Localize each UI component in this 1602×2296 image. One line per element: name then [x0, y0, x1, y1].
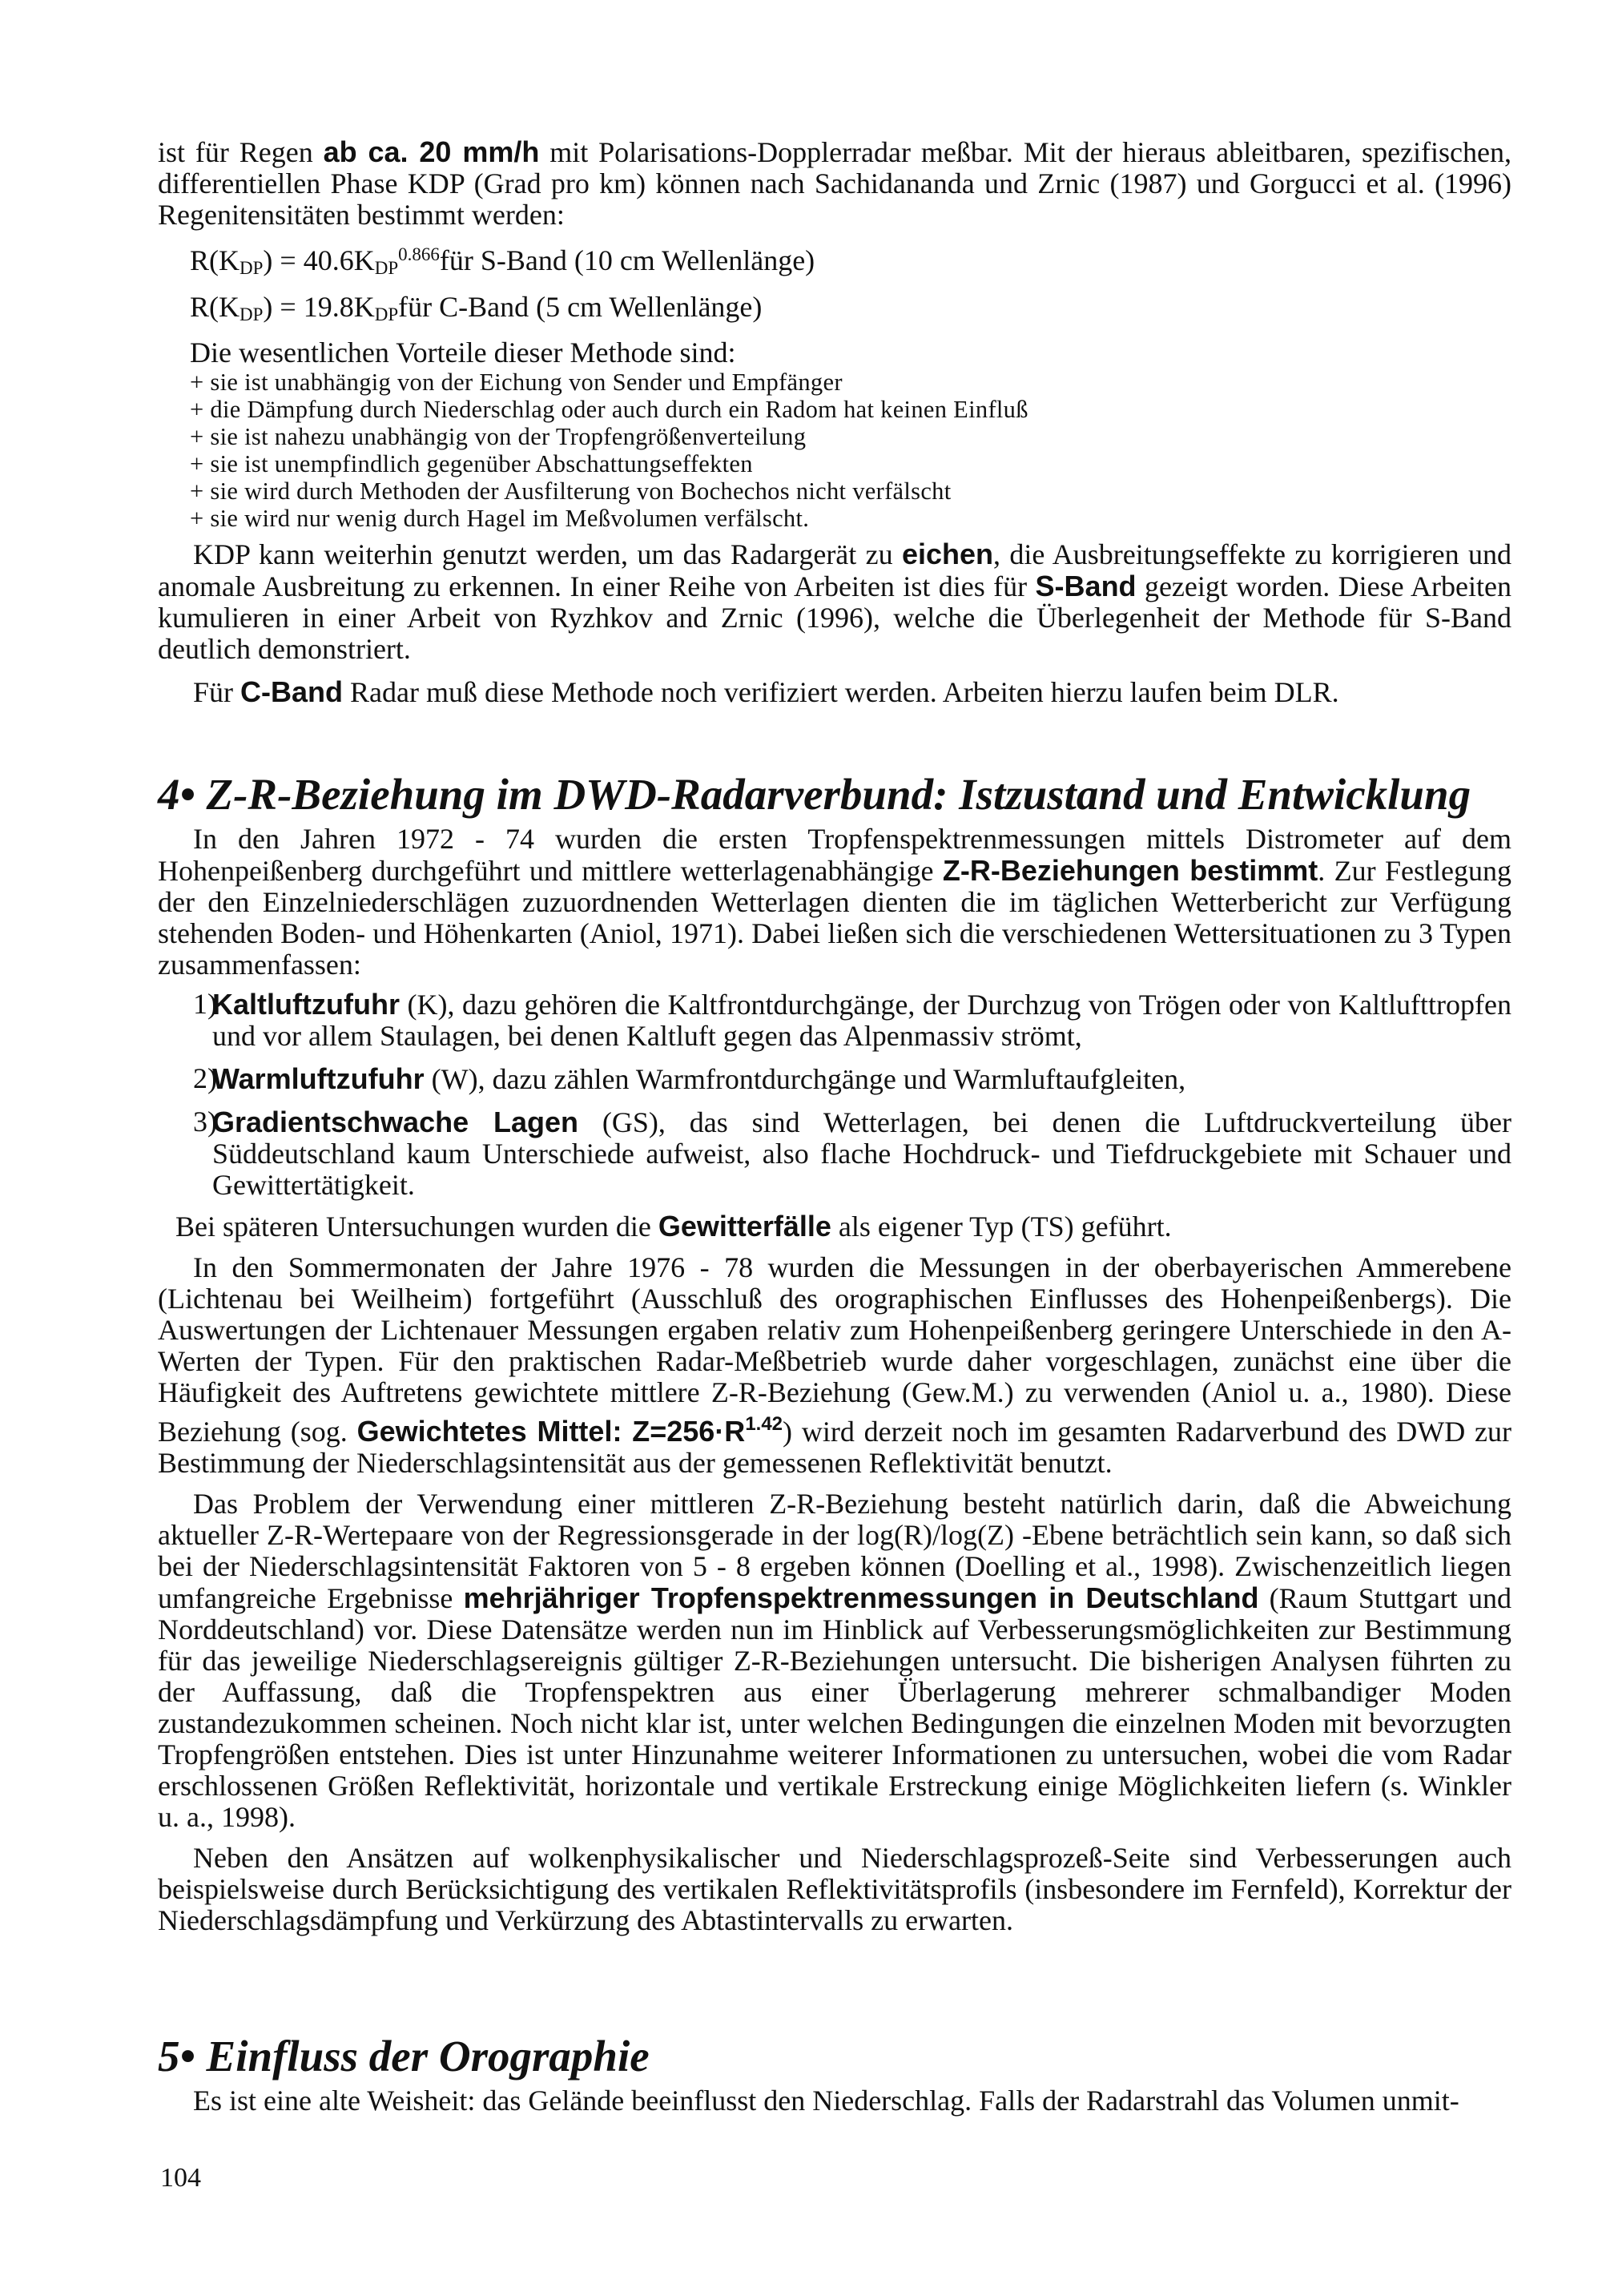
advantages-intro: Die wesentlichen Vorteile dieser Methode sind:: [190, 336, 736, 369]
list-item: + sie ist unabhängig von der Eichung von Sender und Empfänger: [190, 369, 843, 396]
section-4-paragraph-4: Das Problem der Verwendung einer mittleren Z-R-Beziehung besteht natürlich darin, daß die Abweichung aktueller Z-R-Wertepaare von der Regressionsgerade in der log(R)/log(Z) -Ebene beträchtlich sein kann, so daß sich bei der Niederschlagsintensität Faktoren von 5 - 8 ergeben können (Doelling et al., 1998). Zwischenzeitlich liegen umfangreiche Ergebnisse mehrjähriger Tropfenspektrenmessungen in Deutschland (Raum Stuttgart und Norddeutschland) vor. Diese Datensätze werden nun im Hinblick auf Verbesserungsmöglichkeiten zur Bestimmung für das jeweilige Niederschlagsereignis gültiger Z-R-Beziehungen untersucht. Die bisherigen Analysen führten zu der Auffassung, daß die Tropfenspektren aus einer Überlagerung mehrerer schmalbandiger Moden zustandezukommen scheinen. Noch nicht klar ist, unter welchen Bedingungen die einzelnen Moden mit bevorzugten Tropfengrößen entstehen. Dies ist unter Hinzunahme weiterer Informationen zu untersuchen, wobei die vom Radar erschlossenen Größen Reflektivität, horizontale und vertikale Erstreckung einige Möglichkeiten liefern (s. Winkler u. a., 1998).: [158, 1488, 1512, 1833]
list-item: 3) Gradientschwache Lagen (GS), das sind Wetterlagen, bei denen die Luftdruckverteilung über Süddeutschland kaum Unterschiede aufweist, also flache Hochdruck- und Tiefdruckgebiete mit Schauer und Gewittertätigkeit.: [193, 1106, 1511, 1201]
intro-paragraph-1: ist für Regen ab ca. 20 mm/h mit Polarisations-Dopplerradar meßbar. Mit der hieraus ableitbaren, spezifischen, differentiellen Phase KDP (Grad pro km) können nach Sachidananda und Zrnic (1987) und Gorgucci et al. (1996) Regenitensitäten bestimmt werden:: [158, 135, 1511, 231]
list-item: + sie wird durch Methoden der Ausfilterung von Bochechos nicht verfälscht: [190, 477, 952, 505]
weather-types-list: [158, 989, 1511, 1201]
section-4: [158, 769, 1511, 1936]
intro-paragraph-2: KDP kann weiterhin genutzt werden, um das Radargerät zu eichen, die Ausbreitungseffekte zu korrigieren und anomale Ausbreitung zu erkennen. In einer Reihe von Arbeiten ist dies für S-Band gezeigt worden. Diese Arbeiten kumulieren in einer Arbeit von Ryzhkov and Zrnic (1996), welche die Überlegenheit der Methode für S-Band deutlich demonstriert.: [158, 538, 1511, 665]
section-4-paragraph-3: In den Sommermonaten der Jahre 1976 - 78 wurden die Messungen in der oberbayerischen Ammerebene (Lichtenau bei Weilheim) fortgeführt (Ausschluß des orographischen Einflusses des Hohenpeißenbergs). Die Auswertungen der Lichtenauer Messungen ergaben relativ zum Hohenpeißenberg geringere Unterschiede in den A-Werten der Typen. Für den praktischen Radar-Meßbetrieb wurde daher vorgeschlagen, zunächst eine über die Häufigkeit des Auftretens gewichtete mittlere Z-R-Beziehung (Gew.M.) zu verwenden (Aniol u. a., 1980). Diese Beziehung (sog. Gewichtetes Mittel: $Z=256\cdot R^{1.42}$) wird derzeit noch im gesamten Radarverbund des DWD zur Bestimmung der Niederschlagsintensität aus der gemessenen Reflektivität benutzt.: [158, 1251, 1511, 1479]
section-5-paragraph-1: Es ist eine alte Weisheit: das Gelände beeinflusst den Niederschlag. Falls der Radarstrahl das Volumen unmit-: [193, 2085, 1459, 2117]
section-4-paragraph-1: In den Jahren 1972 - 74 wurden die ersten Tropfenspektrenmessungen mittels Distrometer auf dem Hohenpeißenberg durchgeführt und mittlere wetterlagenabhängige Z-R-Beziehungen bestimmt. Zur Festlegung der den Einzelniederschlägen zuzuordnenden Wetterlagen dienten die im täglichen Wetterbericht zur Verfügung stehenden Boden- und Höhenkarten (Aniol, 1971). Dabei ließen sich die verschiedenen Wettersituationen zu 3 Typen zusammenfassen:: [158, 823, 1511, 981]
page-number: 104: [160, 2163, 201, 2193]
list-item: + sie ist unempfindlich gegenüber Abschattungseffekten: [190, 450, 753, 477]
section-4-paragraph-5: Neben den Ansätzen auf wolkenphysikalischer und Niederschlagsprozeß-Seite sind Verbesserungen auch beispielsweise durch Berücksichtigung des vertikalen Reflektivitätsprofils (insbesondere im Fernfeld), Korrektur der Niederschlagsdämpfung und Verkürzung des Abtastintervalls zu erwarten.: [158, 1842, 1511, 1936]
advantages-list: [158, 369, 1511, 532]
section-5: [158, 2031, 1511, 2117]
intro-block: [158, 136, 1511, 708]
list-item: + die Dämpfung durch Niederschlag oder auch durch ein Radom hat keinen Einfluß: [190, 396, 1028, 423]
section-4-heading: 4• Z-R-Beziehung im DWD-Radarverbund: Istzustand und Entwicklung: [158, 770, 1471, 819]
section-4-paragraph-2: Bei späteren Untersuchungen wurden die Gewitterfälle als eigener Typ (TS) geführt.: [175, 1210, 1172, 1243]
intro-paragraph-3: Für C-Band Radar muß diese Methode noch verifiziert werden. Arbeiten hierzu laufen beim DLR.: [193, 675, 1339, 708]
list-item: 2) Warmluftzufuhr (W), dazu zählen Warmfrontdurchgänge und Warmluftaufgleiten,: [193, 1062, 1186, 1095]
list-item: + sie wird nur wenig durch Hagel im Meßvolumen verfälscht.: [190, 505, 810, 532]
section-5-heading: 5• Einfluss der Orographie: [158, 2032, 650, 2080]
formula-s-band: $R(K_{DP})$ = $40.6K_{DP}^{0.866}für$ S-Band (10 cm Wellenlänge): [190, 244, 815, 278]
list-item: + sie ist nahezu unabhängig von der Tropfengrößenverteilung: [190, 423, 807, 450]
formula-c-band: $R(K_{DP})$ = $19.8K_{DP}für$ C-Band (5 cm Wellenlänge): [190, 291, 763, 324]
list-item: 1) Kaltluftzufuhr (K), dazu gehören die Kaltfrontdurchgänge, der Durchzug von Trögen oder von Kaltlufttropfen und vor allem Staulagen, bei denen Kaltluft gegen das Alpenmassiv strömt,: [193, 988, 1511, 1052]
